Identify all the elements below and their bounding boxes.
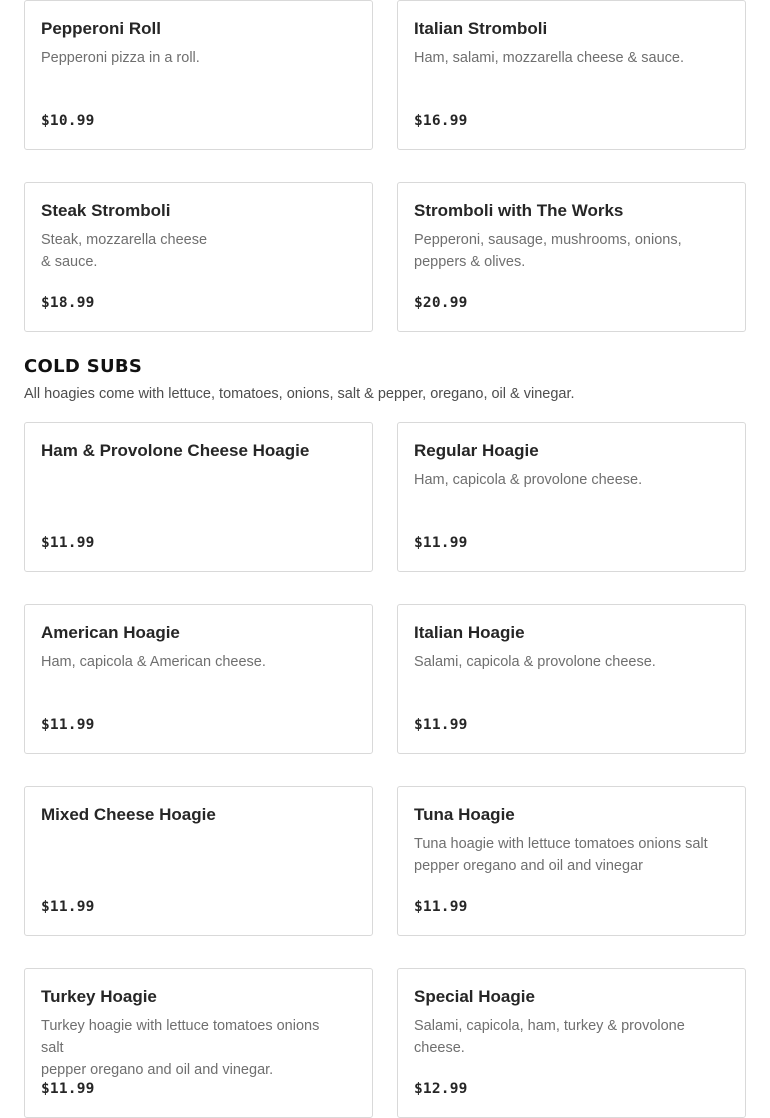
menu-item-name: Italian Hoagie: [414, 623, 525, 642]
cold-subs-section-header: [24, 356, 746, 403]
menu-item-card[interactable]: [24, 968, 373, 1118]
menu-item-card[interactable]: [24, 182, 373, 332]
menu-item-card[interactable]: [397, 604, 746, 754]
menu-item-price: $18.99: [41, 295, 95, 311]
menu-item-card[interactable]: [397, 786, 746, 936]
menu-item-name: Tuna Hoagie: [414, 805, 515, 824]
menu-item-description: Salami, capicola & provolone cheese.: [414, 654, 656, 670]
stromboli-items-grid: [24, 0, 746, 332]
menu-item-description: Ham, capicola & American cheese.: [41, 654, 266, 670]
menu-item-card[interactable]: [397, 182, 746, 332]
menu-item-price: $11.99: [414, 899, 468, 915]
menu-item-name: Pepperoni Roll: [41, 19, 161, 38]
menu-item-description: Turkey hoagie with lettuce tomatoes onions salt pepper oregano and oil and vinegar.: [41, 1018, 320, 1078]
menu-item-price: $10.99: [41, 113, 95, 129]
menu-item-description: Pepperoni, sausage, mushrooms, onions, peppers & olives.: [414, 232, 682, 270]
menu-item-price: $16.99: [414, 113, 468, 129]
menu-item-name: Mixed Cheese Hoagie: [41, 805, 216, 824]
section-description: All hoagies come with lettuce, tomatoes, onions, salt & pepper, oregano, oil & vinegar.: [24, 386, 575, 402]
menu-item-card[interactable]: [397, 968, 746, 1118]
menu-item-price: $11.99: [41, 535, 95, 551]
menu-item-price: $12.99: [414, 1081, 468, 1097]
menu-item-description: Ham, capicola & provolone cheese.: [414, 472, 643, 488]
menu-item-description: Tuna hoagie with lettuce tomatoes onions salt pepper oregano and oil and vinegar: [414, 836, 708, 874]
menu-item-description: Ham, salami, mozzarella cheese & sauce.: [414, 50, 684, 66]
menu-item-card[interactable]: [397, 422, 746, 572]
menu-item-price: $11.99: [414, 535, 468, 551]
menu-item-price: $20.99: [414, 295, 468, 311]
menu-item-description: Salami, capicola, ham, turkey & provolone cheese.: [414, 1018, 685, 1056]
menu-item-card[interactable]: [24, 604, 373, 754]
menu-item-name: American Hoagie: [41, 623, 180, 642]
menu-item-card[interactable]: [24, 0, 373, 150]
cold-subs-items-grid: [24, 422, 746, 1118]
menu-item-name: Ham & Provolone Cheese Hoagie: [41, 441, 310, 460]
menu-item-name: Regular Hoagie: [414, 441, 539, 460]
menu-item-price: $11.99: [41, 717, 95, 733]
menu-item-description: Steak, mozzarella cheese & sauce.: [41, 232, 208, 270]
menu-item-name: Italian Stromboli: [414, 19, 548, 38]
menu-item-card[interactable]: [397, 0, 746, 150]
menu-item-name: Stromboli with The Works: [414, 201, 624, 220]
menu-item-name: Special Hoagie: [414, 987, 535, 1006]
menu-item-name: Steak Stromboli: [41, 201, 171, 220]
menu-item-card[interactable]: [24, 422, 373, 572]
menu-item-card[interactable]: [24, 786, 373, 936]
menu-item-description: Pepperoni pizza in a roll.: [41, 50, 200, 66]
section-title: COLD SUBS: [24, 356, 143, 377]
menu-item-price: $11.99: [41, 1081, 95, 1097]
menu-item-price: $11.99: [414, 717, 468, 733]
menu-item-price: $11.99: [41, 899, 95, 915]
menu-item-name: Turkey Hoagie: [41, 987, 157, 1006]
